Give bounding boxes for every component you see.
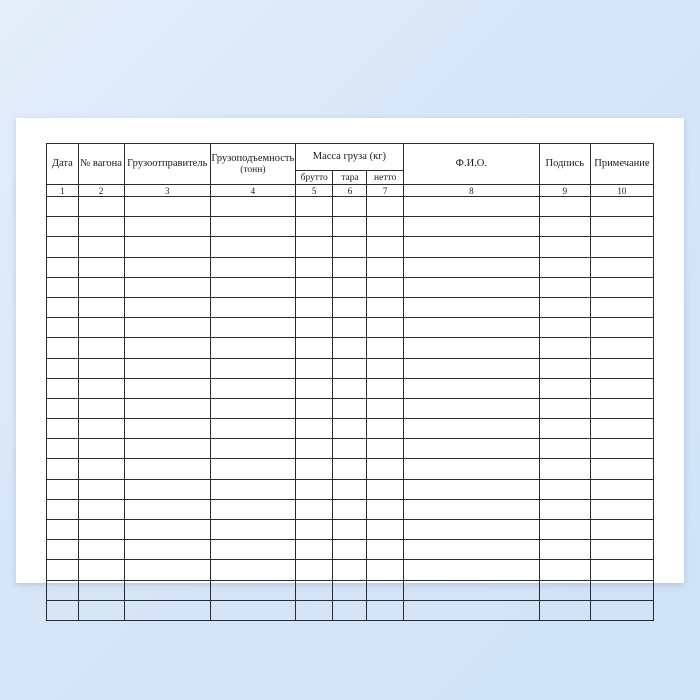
table-cell[interactable] (333, 439, 367, 459)
table-cell[interactable] (367, 237, 403, 257)
table-cell[interactable] (367, 580, 403, 600)
table-cell[interactable] (295, 419, 333, 439)
table-cell[interactable] (78, 378, 124, 398)
table-row[interactable] (47, 378, 654, 398)
table-cell[interactable] (403, 600, 539, 620)
table-cell[interactable] (47, 237, 79, 257)
table-cell[interactable] (295, 479, 333, 499)
table-cell[interactable] (590, 600, 653, 620)
table-cell[interactable] (403, 197, 539, 217)
table-cell[interactable] (295, 600, 333, 620)
table-cell[interactable] (295, 439, 333, 459)
table-cell[interactable] (367, 197, 403, 217)
table-cell[interactable] (590, 277, 653, 297)
table-cell[interactable] (367, 479, 403, 499)
column-number-cell: 9 (539, 185, 590, 197)
table-row[interactable] (47, 217, 654, 237)
table-cell[interactable] (367, 217, 403, 237)
table-cell[interactable] (590, 318, 653, 338)
table-cell[interactable] (539, 499, 590, 519)
table-cell[interactable] (210, 378, 295, 398)
table-cell[interactable] (403, 378, 539, 398)
table-cell[interactable] (47, 580, 79, 600)
table-cell[interactable] (47, 217, 79, 237)
table-cell[interactable] (210, 217, 295, 237)
table-cell[interactable] (539, 217, 590, 237)
table-cell[interactable] (333, 197, 367, 217)
table-cell[interactable] (210, 459, 295, 479)
table-cell[interactable] (78, 297, 124, 317)
table-cell[interactable] (539, 439, 590, 459)
table-cell[interactable] (295, 560, 333, 580)
table-cell[interactable] (295, 318, 333, 338)
column-header-capacity (210, 144, 295, 185)
column-header-note: Примечание (590, 144, 653, 185)
table-cell[interactable] (539, 297, 590, 317)
table-cell[interactable] (539, 419, 590, 439)
table-row[interactable] (47, 459, 654, 479)
table-cell[interactable] (124, 600, 210, 620)
table-cell[interactable] (333, 378, 367, 398)
sheet-content-area (46, 143, 654, 561)
table-cell[interactable] (590, 217, 653, 237)
table-cell[interactable] (124, 499, 210, 519)
table-cell[interactable] (403, 318, 539, 338)
column-number-cell: 10 (590, 185, 653, 197)
table-row[interactable] (47, 419, 654, 439)
table-cell[interactable] (403, 338, 539, 358)
column-header-date: Дата (47, 144, 79, 185)
table-cell[interactable] (47, 338, 79, 358)
table-cell[interactable] (403, 419, 539, 439)
table-row[interactable] (47, 560, 654, 580)
table-cell[interactable] (590, 378, 653, 398)
table-row[interactable] (47, 580, 654, 600)
table-cell[interactable] (295, 520, 333, 540)
table-cell[interactable] (124, 297, 210, 317)
table-cell[interactable] (590, 439, 653, 459)
table-cell[interactable] (47, 560, 79, 580)
column-header-cargo-mass-group: Масса груза (кг) (295, 144, 403, 171)
table-cell[interactable] (78, 318, 124, 338)
column-number-cell: 2 (78, 185, 124, 197)
table-cell[interactable] (47, 277, 79, 297)
table-cell[interactable] (78, 398, 124, 418)
table-cell[interactable] (333, 257, 367, 277)
table-cell[interactable] (47, 540, 79, 560)
table-row[interactable] (47, 479, 654, 499)
table-cell[interactable] (124, 197, 210, 217)
table-cell[interactable] (210, 297, 295, 317)
table-cell[interactable] (78, 197, 124, 217)
table-cell[interactable] (78, 499, 124, 519)
table-cell[interactable] (47, 600, 79, 620)
table-cell[interactable] (47, 459, 79, 479)
table-cell[interactable] (124, 419, 210, 439)
table-cell[interactable] (367, 358, 403, 378)
table-row[interactable] (47, 358, 654, 378)
table-cell[interactable] (210, 358, 295, 378)
table-cell[interactable] (78, 217, 124, 237)
table-cell[interactable] (210, 237, 295, 257)
table-cell[interactable] (403, 358, 539, 378)
table-cell[interactable] (590, 257, 653, 277)
column-header-signature: Подпись (539, 144, 590, 185)
table-cell[interactable] (124, 257, 210, 277)
table-row[interactable] (47, 540, 654, 560)
table-cell[interactable] (367, 439, 403, 459)
table-cell[interactable] (590, 459, 653, 479)
table-cell[interactable] (403, 520, 539, 540)
table-cell[interactable] (124, 277, 210, 297)
table-cell[interactable] (333, 580, 367, 600)
table-cell[interactable] (124, 398, 210, 418)
table-cell[interactable] (539, 378, 590, 398)
table-cell[interactable] (210, 419, 295, 439)
table-row[interactable] (47, 600, 654, 620)
table-cell[interactable] (295, 580, 333, 600)
paper-sheet (16, 118, 684, 583)
table-cell[interactable] (539, 197, 590, 217)
table-cell[interactable] (78, 560, 124, 580)
table-cell[interactable] (539, 318, 590, 338)
table-cell[interactable] (333, 560, 367, 580)
table-cell[interactable] (333, 358, 367, 378)
table-cell[interactable] (590, 499, 653, 519)
table-cell[interactable] (333, 499, 367, 519)
table-row[interactable] (47, 297, 654, 317)
table-cell[interactable] (333, 297, 367, 317)
table-cell[interactable] (367, 338, 403, 358)
table-cell[interactable] (333, 237, 367, 257)
table-cell[interactable] (403, 398, 539, 418)
table-cell[interactable] (590, 540, 653, 560)
table-cell[interactable] (403, 439, 539, 459)
table-cell[interactable] (295, 398, 333, 418)
table-cell[interactable] (47, 318, 79, 338)
table-cell[interactable] (78, 277, 124, 297)
table-cell[interactable] (539, 257, 590, 277)
table-cell[interactable] (333, 217, 367, 237)
table-row[interactable] (47, 277, 654, 297)
table-cell[interactable] (539, 520, 590, 540)
table-cell[interactable] (78, 600, 124, 620)
table-cell[interactable] (403, 459, 539, 479)
table-cell[interactable] (333, 540, 367, 560)
column-number-cell: 6 (333, 185, 367, 197)
table-cell[interactable] (47, 257, 79, 277)
table-cell[interactable] (124, 358, 210, 378)
table-cell[interactable] (333, 459, 367, 479)
column-header-capacity-unit: (тонн) (240, 164, 266, 175)
table-cell[interactable] (295, 540, 333, 560)
column-number-cell: 7 (367, 185, 403, 197)
table-cell[interactable] (590, 398, 653, 418)
table-cell[interactable] (210, 479, 295, 499)
column-header-wagon-number: № вагона (78, 144, 124, 185)
table-cell[interactable] (210, 398, 295, 418)
table-cell[interactable] (590, 338, 653, 358)
table-row[interactable] (47, 338, 654, 358)
table-cell[interactable] (210, 520, 295, 540)
table-cell[interactable] (210, 338, 295, 358)
column-header-gross: брутто (295, 171, 333, 185)
table-cell[interactable] (333, 520, 367, 540)
table-cell[interactable] (210, 277, 295, 297)
table-cell[interactable] (539, 459, 590, 479)
table-cell[interactable] (403, 297, 539, 317)
table-cell[interactable] (367, 540, 403, 560)
table-cell[interactable] (539, 540, 590, 560)
table-cell[interactable] (403, 499, 539, 519)
table-cell[interactable] (47, 439, 79, 459)
table-cell[interactable] (367, 419, 403, 439)
table-cell[interactable] (210, 580, 295, 600)
table-cell[interactable] (333, 277, 367, 297)
table-cell[interactable] (210, 197, 295, 217)
table-cell[interactable] (403, 580, 539, 600)
table-cell[interactable] (403, 560, 539, 580)
table-cell[interactable] (78, 237, 124, 257)
table-cell[interactable] (367, 398, 403, 418)
table-cell[interactable] (295, 217, 333, 237)
table-cell[interactable] (539, 560, 590, 580)
cargo-ledger-table (46, 143, 654, 621)
table-cell[interactable] (295, 358, 333, 378)
table-cell[interactable] (78, 479, 124, 499)
table-cell[interactable] (78, 540, 124, 560)
table-cell[interactable] (333, 338, 367, 358)
table-cell[interactable] (47, 297, 79, 317)
table-row[interactable] (47, 257, 654, 277)
table-cell[interactable] (295, 257, 333, 277)
table-cell[interactable] (295, 197, 333, 217)
table-cell[interactable] (590, 560, 653, 580)
table-cell[interactable] (124, 439, 210, 459)
column-number-cell: 5 (295, 185, 333, 197)
table-cell[interactable] (403, 479, 539, 499)
table-cell[interactable] (590, 237, 653, 257)
table-cell[interactable] (367, 297, 403, 317)
table-cell[interactable] (78, 338, 124, 358)
table-cell[interactable] (590, 580, 653, 600)
table-cell[interactable] (333, 419, 367, 439)
column-number-cell: 1 (47, 185, 79, 197)
table-cell[interactable] (124, 520, 210, 540)
table-cell[interactable] (403, 257, 539, 277)
table-cell[interactable] (124, 580, 210, 600)
table-cell[interactable] (367, 277, 403, 297)
table-cell[interactable] (78, 459, 124, 479)
table-cell[interactable] (539, 600, 590, 620)
table-cell[interactable] (78, 419, 124, 439)
column-header-fio: Ф.И.О. (403, 144, 539, 185)
table-cell[interactable] (403, 540, 539, 560)
table-header (47, 144, 654, 197)
table-cell[interactable] (78, 580, 124, 600)
table-cell[interactable] (590, 197, 653, 217)
table-cell[interactable] (47, 358, 79, 378)
header-row-main (47, 144, 654, 171)
table-cell[interactable] (333, 600, 367, 620)
table-cell[interactable] (539, 580, 590, 600)
table-cell[interactable] (124, 217, 210, 237)
table-cell[interactable] (367, 318, 403, 338)
header-row-column-numbers (47, 185, 654, 197)
table-cell[interactable] (367, 378, 403, 398)
table-cell[interactable] (367, 600, 403, 620)
column-header-tare: тара (333, 171, 367, 185)
table-cell[interactable] (403, 277, 539, 297)
table-cell[interactable] (47, 520, 79, 540)
table-cell[interactable] (403, 217, 539, 237)
table-cell[interactable] (47, 499, 79, 519)
table-cell[interactable] (78, 439, 124, 459)
table-cell[interactable] (124, 237, 210, 257)
table-cell[interactable] (539, 277, 590, 297)
column-number-cell: 8 (403, 185, 539, 197)
table-cell[interactable] (590, 479, 653, 499)
table-cell[interactable] (124, 459, 210, 479)
table-cell[interactable] (590, 419, 653, 439)
table-cell[interactable] (333, 479, 367, 499)
column-header-net: нетто (367, 171, 403, 185)
table-cell[interactable] (295, 277, 333, 297)
table-cell[interactable] (367, 257, 403, 277)
table-cell[interactable] (333, 398, 367, 418)
table-cell[interactable] (78, 257, 124, 277)
table-cell[interactable] (124, 378, 210, 398)
table-cell[interactable] (78, 520, 124, 540)
table-cell[interactable] (47, 419, 79, 439)
table-row[interactable] (47, 499, 654, 519)
table-cell[interactable] (367, 459, 403, 479)
table-cell[interactable] (47, 398, 79, 418)
table-row[interactable] (47, 318, 654, 338)
column-header-shipper: Грузоотправитель (124, 144, 210, 185)
table-cell[interactable] (295, 297, 333, 317)
table-cell[interactable] (124, 540, 210, 560)
table-cell[interactable] (590, 297, 653, 317)
table-cell[interactable] (333, 318, 367, 338)
table-row[interactable] (47, 439, 654, 459)
table-cell[interactable] (124, 479, 210, 499)
table-cell[interactable] (47, 479, 79, 499)
table-cell[interactable] (210, 499, 295, 519)
table-cell[interactable] (539, 479, 590, 499)
table-cell[interactable] (124, 318, 210, 338)
table-cell[interactable] (539, 338, 590, 358)
table-cell[interactable] (124, 560, 210, 580)
table-row[interactable] (47, 520, 654, 540)
table-cell[interactable] (539, 237, 590, 257)
table-cell[interactable] (210, 560, 295, 580)
table-cell[interactable] (295, 338, 333, 358)
table-row[interactable] (47, 398, 654, 418)
table-cell[interactable] (403, 237, 539, 257)
column-number-cell: 3 (124, 185, 210, 197)
table-cell[interactable] (295, 237, 333, 257)
table-cell[interactable] (47, 197, 79, 217)
table-cell[interactable] (539, 358, 590, 378)
table-cell[interactable] (124, 338, 210, 358)
table-cell[interactable] (78, 358, 124, 378)
table-cell[interactable] (210, 600, 295, 620)
table-cell[interactable] (295, 499, 333, 519)
table-cell[interactable] (367, 560, 403, 580)
table-cell[interactable] (295, 378, 333, 398)
table-row[interactable] (47, 197, 654, 217)
column-number-cell: 4 (210, 185, 295, 197)
table-body (47, 197, 654, 621)
table-cell[interactable] (590, 358, 653, 378)
table-cell[interactable] (47, 378, 79, 398)
table-cell[interactable] (210, 318, 295, 338)
table-cell[interactable] (539, 398, 590, 418)
column-header-capacity-label: Грузоподъемность (211, 152, 295, 164)
table-cell[interactable] (210, 257, 295, 277)
table-cell[interactable] (590, 520, 653, 540)
table-cell[interactable] (367, 520, 403, 540)
table-cell[interactable] (210, 540, 295, 560)
table-cell[interactable] (210, 439, 295, 459)
table-cell[interactable] (367, 499, 403, 519)
table-cell[interactable] (295, 459, 333, 479)
table-row[interactable] (47, 237, 654, 257)
